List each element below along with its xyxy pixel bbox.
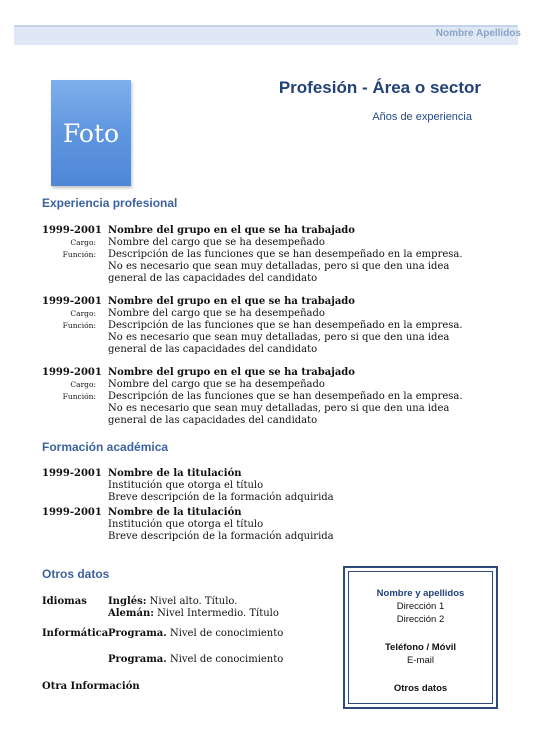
program-level: Nivel de conocimiento (169, 654, 284, 665)
years-experience: Años de experiencia (372, 111, 472, 123)
education-years: 1999-2001 (42, 468, 102, 479)
language-name: Alemán: (108, 608, 154, 619)
it-row-2 (42, 654, 283, 666)
experience-group: Nombre del grupo en el que se ha trabajado (108, 367, 355, 378)
experience-position: Nombre del cargo que se ha desempeñado (108, 379, 325, 390)
language-name: Inglés: (108, 596, 147, 607)
contact-other: Otros datos (393, 683, 448, 694)
experience-entry (42, 296, 482, 356)
experience-group: Nombre del grupo en el que se ha trabajado (108, 225, 355, 236)
function-label: Función: (62, 392, 96, 401)
photo-label: Foto (62, 118, 120, 148)
experience-years: 1999-2001 (42, 367, 102, 378)
function-label: Función: (62, 321, 96, 330)
header-name: Nombre Apellidos (435, 28, 521, 39)
education-institution: Institución que otorga el título (108, 480, 264, 491)
language-level: Nivel Intermedio. Título (157, 608, 279, 619)
program-name: Programa. (108, 654, 167, 665)
experience-description: Descripción de las funciones que se han desempeñado en la empresa. No es necesario que sean muy detalladas, pero si que den una idea general de las capacidades del candidato (108, 249, 463, 284)
contact-box-inner (348, 571, 493, 704)
experience-entry (42, 225, 482, 285)
program-name: Programa. (108, 628, 167, 639)
experience-description: Descripción de las funciones que se han desempeñado en la empresa. No es necesario que sean muy detalladas, pero si que den una idea general de las capacidades del candidato (108, 320, 463, 355)
experience-years: 1999-2001 (42, 225, 102, 236)
other-info-row (42, 681, 140, 693)
position-label: Cargo: (70, 309, 96, 318)
it-label: Informática (42, 628, 109, 639)
it-row (42, 628, 283, 640)
experience-position: Nombre del cargo que se ha desempeñado (108, 237, 325, 248)
experience-description: Descripción de las funciones que se han desempeñado en la empresa. No es necesario que sean muy detalladas, pero si que den una idea general de las capacidades del candidato (108, 391, 463, 426)
education-entry (42, 468, 482, 504)
languages-row (42, 596, 279, 620)
education-degree: Nombre de la titulación (108, 507, 242, 518)
other-info-label: Otra Información (42, 681, 140, 692)
education-years: 1999-2001 (42, 507, 102, 518)
experience-years: 1999-2001 (42, 296, 102, 307)
section-education-title: Formación académica (42, 440, 169, 454)
section-experience-title: Experiencia profesional (42, 196, 178, 210)
education-description: Breve descripción de la formación adquirida (108, 492, 334, 503)
contact-address-2: Dirección 2 (396, 614, 445, 625)
education-degree: Nombre de la titulación (108, 468, 242, 479)
education-entry (42, 507, 482, 543)
languages-label: Idiomas (42, 596, 87, 607)
experience-group: Nombre del grupo en el que se ha trabajado (108, 296, 355, 307)
experience-position: Nombre del cargo que se ha desempeñado (108, 308, 325, 319)
profession-title: Profesión - Área o sector (278, 78, 481, 97)
education-institution: Institución que otorga el título (108, 519, 264, 530)
contact-name: Nombre y apellidos (376, 588, 465, 599)
language-level: Nivel alto. Título. (149, 596, 238, 607)
contact-phone: Teléfono / Móvil (384, 642, 457, 653)
function-label: Función: (62, 250, 96, 259)
program-level: Nivel de conocimiento (169, 628, 284, 639)
experience-entry (42, 367, 482, 427)
contact-box (343, 566, 498, 709)
contact-address-1: Dirección 1 (396, 601, 445, 612)
photo-placeholder (51, 80, 131, 186)
section-other-title: Otros datos (42, 567, 110, 581)
position-label: Cargo: (70, 380, 96, 389)
position-label: Cargo: (70, 238, 96, 247)
education-description: Breve descripción de la formación adquirida (108, 531, 334, 542)
contact-email: E-mail (407, 655, 434, 666)
